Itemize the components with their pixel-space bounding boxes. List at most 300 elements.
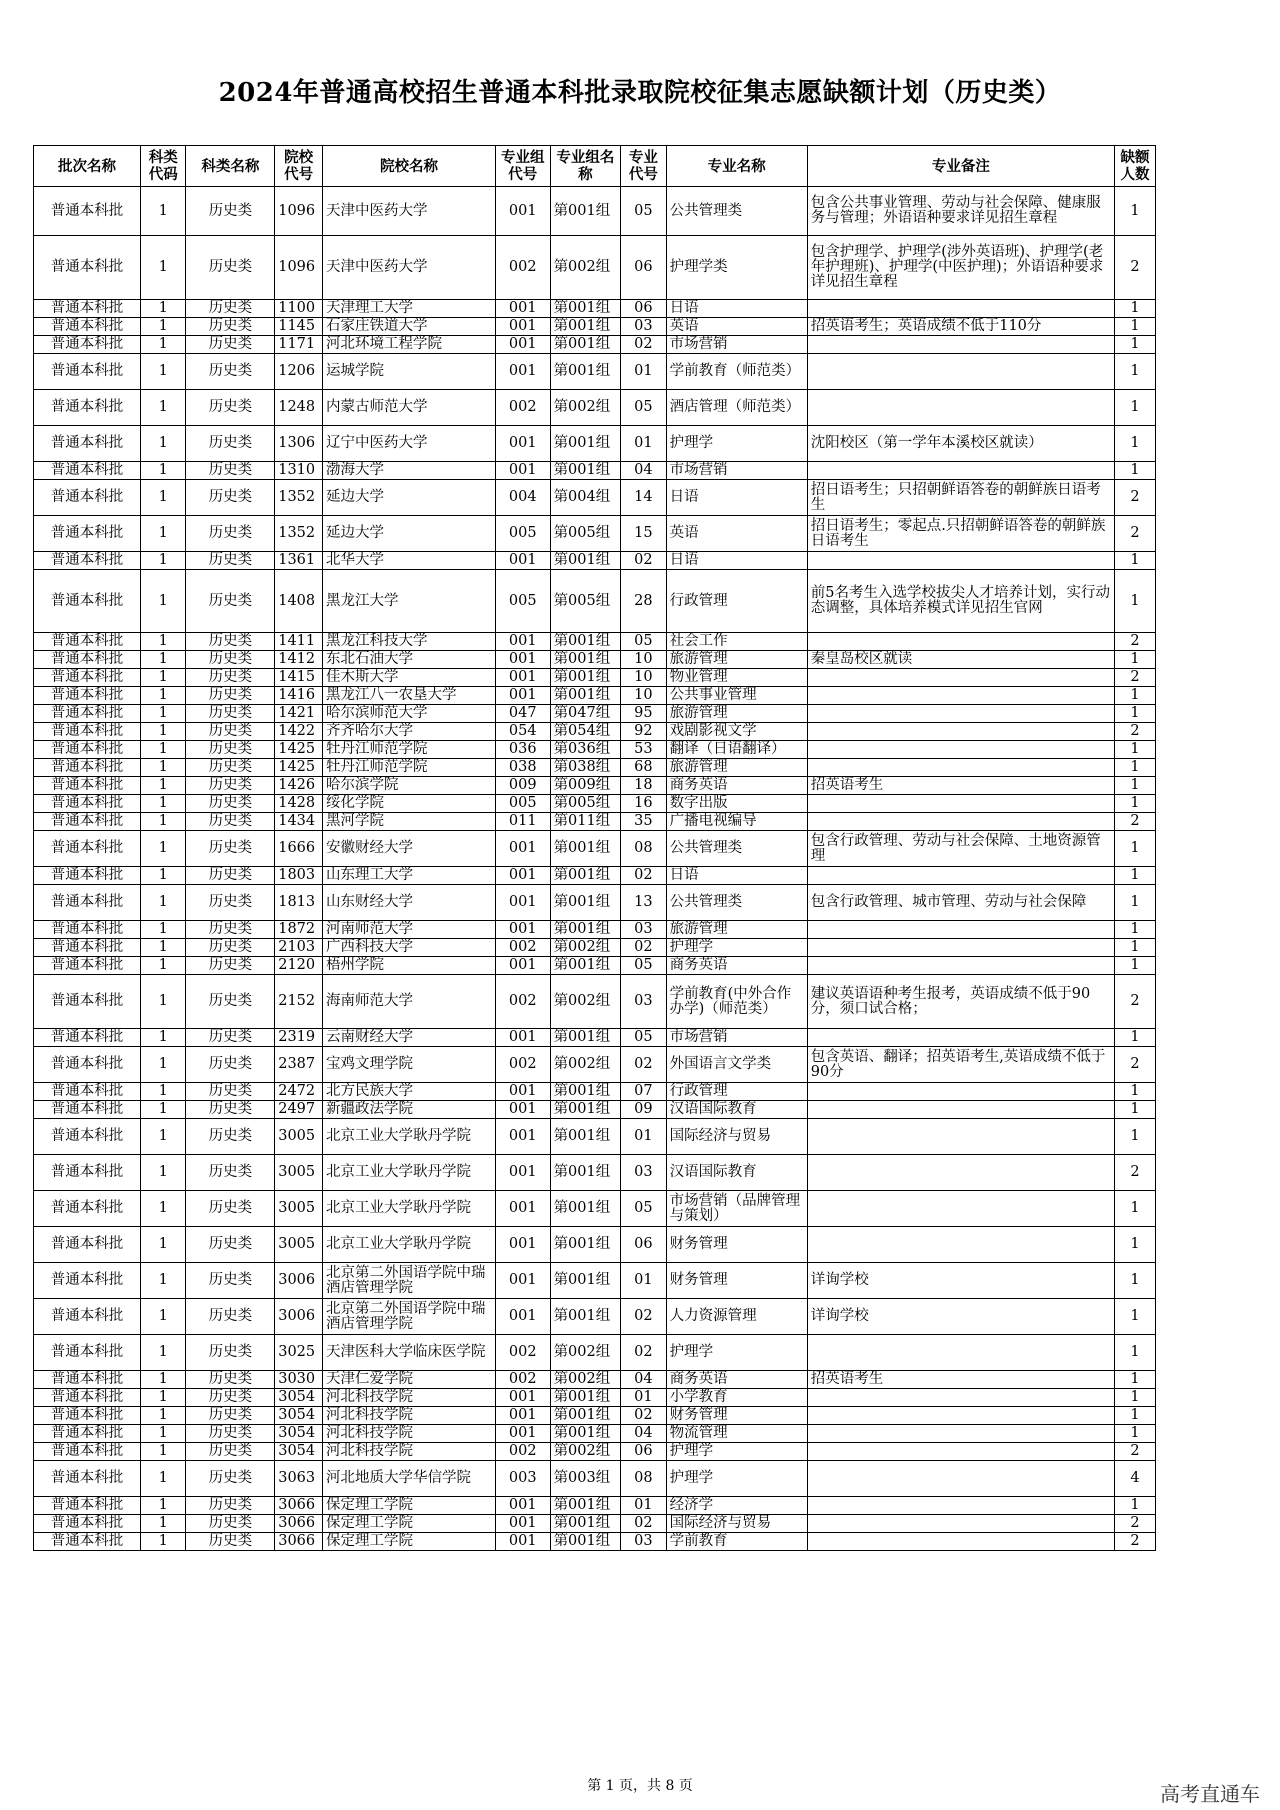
table-cell: 普通本科批 (34, 975, 141, 1029)
table-row (34, 1155, 1156, 1191)
table-row (34, 1083, 1156, 1101)
table-cell: 佳木斯大学 (323, 669, 496, 687)
table-cell: 2387 (275, 1047, 323, 1083)
column-header: 科类代码 (140, 146, 186, 187)
table-cell: 1352 (275, 516, 323, 552)
table-cell: 06 (621, 300, 667, 318)
table-cell: 1 (1114, 426, 1155, 462)
table-cell: 02 (621, 1515, 667, 1533)
table-cell: 1 (140, 1083, 186, 1101)
table-cell: 财务管理 (666, 1227, 807, 1263)
table-cell: 普通本科批 (34, 1047, 141, 1083)
table-cell (807, 1407, 1114, 1425)
table-cell: 保定理工学院 (323, 1533, 496, 1551)
table-cell: 历史类 (186, 795, 275, 813)
page-footer: 第 1 页，共 8 页 (587, 1778, 693, 1794)
table-cell: 1 (140, 777, 186, 795)
table-cell: 市场营销 (666, 336, 807, 354)
table-cell: 普通本科批 (34, 1533, 141, 1551)
table-cell: 历史类 (186, 723, 275, 741)
table-row (34, 318, 1156, 336)
column-header: 院校代号 (275, 146, 323, 187)
table-cell: 02 (621, 939, 667, 957)
table-cell: 河北地质大学华信学院 (323, 1461, 496, 1497)
table-row (34, 390, 1156, 426)
table-cell (807, 300, 1114, 318)
table-cell (807, 723, 1114, 741)
table-cell: 招日语考生；零起点.只招朝鲜语答卷的朝鲜族日语考生 (807, 516, 1114, 552)
table-cell: 28 (621, 570, 667, 633)
table-cell: 02 (621, 336, 667, 354)
table-cell: 03 (621, 1533, 667, 1551)
table-cell: 1 (1114, 1497, 1155, 1515)
table-cell: 第011组 (550, 813, 621, 831)
table-cell: 历史类 (186, 1227, 275, 1263)
table-cell: 1 (140, 1335, 186, 1371)
table-cell: 05 (621, 1191, 667, 1227)
table-row (34, 1497, 1156, 1515)
table-cell: 英语 (666, 516, 807, 552)
table-cell: 1 (140, 723, 186, 741)
table-cell: 经济学 (666, 1497, 807, 1515)
table-cell: 包含英语、翻译；招英语考生,英语成绩不低于90分 (807, 1047, 1114, 1083)
table-cell: 1428 (275, 795, 323, 813)
table-cell: 第004组 (550, 480, 621, 516)
table-cell: 历史类 (186, 516, 275, 552)
table-cell: 1096 (275, 187, 323, 236)
table-cell: 历史类 (186, 426, 275, 462)
table-cell: 第001组 (550, 1407, 621, 1425)
table-row (34, 426, 1156, 462)
table-cell: 02 (621, 1407, 667, 1425)
table-cell: 06 (621, 1227, 667, 1263)
table-cell: 普通本科批 (34, 705, 141, 723)
table-row (34, 236, 1156, 300)
table-cell: 001 (495, 1533, 550, 1551)
table-cell: 历史类 (186, 318, 275, 336)
table-cell: 3063 (275, 1461, 323, 1497)
table-cell: 包含行政管理、劳动与社会保障、土地资源管理 (807, 831, 1114, 867)
table-cell: 普通本科批 (34, 1371, 141, 1389)
table-cell: 1813 (275, 885, 323, 921)
table-cell (807, 795, 1114, 813)
table-cell: 招英语考生；英语成绩不低于110分 (807, 318, 1114, 336)
table-cell: 历史类 (186, 1461, 275, 1497)
table-cell: 001 (495, 633, 550, 651)
table-cell: 3005 (275, 1227, 323, 1263)
table-cell: 03 (621, 318, 667, 336)
table-cell: 第001组 (550, 1083, 621, 1101)
table-cell: 001 (495, 300, 550, 318)
table-cell: 14 (621, 480, 667, 516)
table-cell: 002 (495, 1371, 550, 1389)
table-cell: 石家庄铁道大学 (323, 318, 496, 336)
table-cell: 01 (621, 354, 667, 390)
table-cell: 普通本科批 (34, 552, 141, 570)
table-cell: 001 (495, 318, 550, 336)
table-cell: 002 (495, 236, 550, 300)
table-cell: 历史类 (186, 1119, 275, 1155)
table-cell: 历史类 (186, 867, 275, 885)
table-cell: 第001组 (550, 1227, 621, 1263)
table-cell: 旅游管理 (666, 651, 807, 669)
table-cell: 001 (495, 1497, 550, 1515)
table-cell: 1415 (275, 669, 323, 687)
table-row (34, 1299, 1156, 1335)
table-cell: 历史类 (186, 813, 275, 831)
table-cell: 第001组 (550, 831, 621, 867)
table-cell: 历史类 (186, 462, 275, 480)
table-cell: 第001组 (550, 354, 621, 390)
table-cell: 005 (495, 570, 550, 633)
table-cell (807, 354, 1114, 390)
table-cell: 普通本科批 (34, 723, 141, 741)
table-cell: 商务英语 (666, 957, 807, 975)
table-cell: 普通本科批 (34, 1083, 141, 1101)
table-cell: 003 (495, 1461, 550, 1497)
table-cell: 1 (140, 570, 186, 633)
table-cell: 02 (621, 552, 667, 570)
table-cell: 第002组 (550, 1047, 621, 1083)
table-cell: 1 (140, 1515, 186, 1533)
table-row (34, 1443, 1156, 1461)
table-cell: 3005 (275, 1155, 323, 1191)
table-row (34, 1191, 1156, 1227)
table-cell: 普通本科批 (34, 354, 141, 390)
table-cell: 1 (1114, 1371, 1155, 1389)
table-cell: 1 (140, 318, 186, 336)
table-cell: 1 (1114, 1335, 1155, 1371)
table-cell: 1306 (275, 426, 323, 462)
table-cell: 1 (1114, 1263, 1155, 1299)
table-cell: 02 (621, 867, 667, 885)
table-cell: 梧州学院 (323, 957, 496, 975)
table-cell: 历史类 (186, 552, 275, 570)
table-row (34, 687, 1156, 705)
table-cell: 第001组 (550, 669, 621, 687)
table-cell: 建议英语语种考生报考，英语成绩不低于90分，须口试合格； (807, 975, 1114, 1029)
table-cell: 1 (1114, 462, 1155, 480)
table-cell: 10 (621, 669, 667, 687)
table-cell: 1426 (275, 777, 323, 795)
table-cell (807, 1119, 1114, 1155)
table-cell: 15 (621, 516, 667, 552)
table-cell: 英语 (666, 318, 807, 336)
table-cell: 河北科技学院 (323, 1407, 496, 1425)
table-cell: 历史类 (186, 975, 275, 1029)
table-cell: 1 (1114, 1101, 1155, 1119)
table-row (34, 1461, 1156, 1497)
table-cell: 002 (495, 1047, 550, 1083)
table-cell: 黑龙江科技大学 (323, 633, 496, 651)
table-cell (807, 939, 1114, 957)
table-cell: 第001组 (550, 867, 621, 885)
table-cell: 北京工业大学耿丹学院 (323, 1119, 496, 1155)
table-cell: 1 (140, 552, 186, 570)
table-cell: 公共管理类 (666, 831, 807, 867)
table-cell: 01 (621, 1119, 667, 1155)
table-cell: 1 (140, 1443, 186, 1461)
table-cell: 普通本科批 (34, 1227, 141, 1263)
table-cell: 001 (495, 462, 550, 480)
table-cell: 001 (495, 1029, 550, 1047)
table-cell: 1872 (275, 921, 323, 939)
table-cell: 047 (495, 705, 550, 723)
table-row (34, 336, 1156, 354)
table-cell: 国际经济与贸易 (666, 1515, 807, 1533)
table-cell: 1425 (275, 759, 323, 777)
table-cell: 005 (495, 516, 550, 552)
table-cell: 北京第二外国语学院中瑞酒店管理学院 (323, 1299, 496, 1335)
table-cell: 旅游管理 (666, 759, 807, 777)
table-cell: 护理学类 (666, 236, 807, 300)
table-cell: 001 (495, 1119, 550, 1155)
table-cell: 酒店管理（师范类） (666, 390, 807, 426)
table-cell: 3066 (275, 1533, 323, 1551)
table-cell: 普通本科批 (34, 236, 141, 300)
table-cell: 1 (140, 921, 186, 939)
table-cell: 18 (621, 777, 667, 795)
table-cell: 物业管理 (666, 669, 807, 687)
table-cell: 2 (1114, 1047, 1155, 1083)
table-cell (807, 633, 1114, 651)
table-cell (807, 867, 1114, 885)
table-cell: 1171 (275, 336, 323, 354)
table-cell: 哈尔滨学院 (323, 777, 496, 795)
table-cell: 第054组 (550, 723, 621, 741)
table-cell: 山东理工大学 (323, 867, 496, 885)
table-cell: 包含行政管理、城市管理、劳动与社会保障 (807, 885, 1114, 921)
page-title: 2024年普通高校招生普通本科批录取院校征集志愿缺额计划（历史类） (218, 78, 1062, 108)
table-cell (807, 687, 1114, 705)
table-cell: 1361 (275, 552, 323, 570)
table-cell: 2120 (275, 957, 323, 975)
table-cell: 第038组 (550, 759, 621, 777)
table-cell: 普通本科批 (34, 1191, 141, 1227)
table-cell: 1 (1114, 921, 1155, 939)
table-cell: 009 (495, 777, 550, 795)
table-cell: 公共管理类 (666, 885, 807, 921)
table-cell: 历史类 (186, 759, 275, 777)
enrollment-table (33, 145, 1156, 1551)
table-row (34, 885, 1156, 921)
table-row (34, 1029, 1156, 1047)
table-cell: 牡丹江师范学院 (323, 741, 496, 759)
table-cell: 01 (621, 1497, 667, 1515)
table-cell: 2 (1114, 813, 1155, 831)
table-cell: 第001组 (550, 633, 621, 651)
table-cell: 普通本科批 (34, 426, 141, 462)
table-cell: 历史类 (186, 741, 275, 759)
column-header: 专业组名称 (550, 146, 621, 187)
table-cell: 普通本科批 (34, 1443, 141, 1461)
table-row (34, 552, 1156, 570)
table-cell: 第003组 (550, 1461, 621, 1497)
table-cell: 市场营销 (666, 462, 807, 480)
table-cell: 1 (140, 1101, 186, 1119)
table-cell: 06 (621, 1443, 667, 1461)
table-cell: 2 (1114, 1515, 1155, 1533)
table-cell: 河北环境工程学院 (323, 336, 496, 354)
table-cell: 1 (140, 1497, 186, 1515)
table-cell: 第001组 (550, 1191, 621, 1227)
table-cell: 1416 (275, 687, 323, 705)
table-cell: 普通本科批 (34, 1497, 141, 1515)
table-cell: 日语 (666, 480, 807, 516)
table-cell: 第001组 (550, 651, 621, 669)
table-cell: 3054 (275, 1425, 323, 1443)
table-cell: 1412 (275, 651, 323, 669)
table-cell: 1 (1114, 318, 1155, 336)
table-cell: 2 (1114, 669, 1155, 687)
table-cell: 详询学校 (807, 1263, 1114, 1299)
table-cell: 历史类 (186, 187, 275, 236)
table-cell: 历史类 (186, 1101, 275, 1119)
table-cell: 001 (495, 1515, 550, 1533)
table-cell: 08 (621, 831, 667, 867)
table-cell: 1 (140, 633, 186, 651)
table-cell: 35 (621, 813, 667, 831)
table-cell: 历史类 (186, 336, 275, 354)
table-cell: 2 (1114, 723, 1155, 741)
table-cell: 普通本科批 (34, 570, 141, 633)
table-cell: 001 (495, 1191, 550, 1227)
table-cell: 1 (140, 975, 186, 1029)
table-cell: 日语 (666, 867, 807, 885)
table-cell: 旅游管理 (666, 921, 807, 939)
table-cell: 1 (140, 1047, 186, 1083)
table-cell: 3066 (275, 1497, 323, 1515)
table-cell: 第002组 (550, 1443, 621, 1461)
table-cell: 历史类 (186, 300, 275, 318)
table-cell (807, 1083, 1114, 1101)
table-cell: 06 (621, 236, 667, 300)
table-cell: 历史类 (186, 885, 275, 921)
table-cell: 北京工业大学耿丹学院 (323, 1155, 496, 1191)
table-cell: 历史类 (186, 957, 275, 975)
table-cell: 第001组 (550, 885, 621, 921)
column-header: 科类名称 (186, 146, 275, 187)
table-cell: 牡丹江师范学院 (323, 759, 496, 777)
table-cell: 95 (621, 705, 667, 723)
table-cell: 历史类 (186, 1335, 275, 1371)
table-cell: 普通本科批 (34, 633, 141, 651)
table-cell: 1145 (275, 318, 323, 336)
table-row (34, 1389, 1156, 1407)
table-cell: 绥化学院 (323, 795, 496, 813)
table-cell: 第009组 (550, 777, 621, 795)
table-cell: 3005 (275, 1119, 323, 1155)
table-cell: 1422 (275, 723, 323, 741)
table-cell: 2103 (275, 939, 323, 957)
table-row (34, 867, 1156, 885)
table-cell: 普通本科批 (34, 1155, 141, 1191)
table-cell: 历史类 (186, 1515, 275, 1533)
table-cell: 第001组 (550, 1029, 621, 1047)
table-cell: 92 (621, 723, 667, 741)
table-cell: 渤海大学 (323, 462, 496, 480)
table-cell (807, 921, 1114, 939)
table-cell: 1 (140, 651, 186, 669)
table-cell: 普通本科批 (34, 867, 141, 885)
table-row (34, 705, 1156, 723)
table-cell: 历史类 (186, 687, 275, 705)
table-cell: 普通本科批 (34, 741, 141, 759)
table-cell (807, 705, 1114, 723)
table-cell: 05 (621, 390, 667, 426)
table-cell: 07 (621, 1083, 667, 1101)
table-cell: 1 (1114, 1191, 1155, 1227)
table-cell: 2472 (275, 1083, 323, 1101)
table-cell: 黑河学院 (323, 813, 496, 831)
table-cell: 历史类 (186, 1425, 275, 1443)
table-cell: 2 (1114, 633, 1155, 651)
table-cell: 旅游管理 (666, 705, 807, 723)
table-cell (807, 1227, 1114, 1263)
table-cell: 历史类 (186, 1389, 275, 1407)
table-cell: 天津医科大学临床医学院 (323, 1335, 496, 1371)
table-cell (807, 1335, 1114, 1371)
table-cell: 历史类 (186, 921, 275, 939)
table-cell: 普通本科批 (34, 777, 141, 795)
table-cell: 第002组 (550, 1371, 621, 1389)
table-cell: 普通本科批 (34, 1389, 141, 1407)
table-cell: 13 (621, 885, 667, 921)
table-cell: 普通本科批 (34, 813, 141, 831)
table-cell: 历史类 (186, 236, 275, 300)
table-cell: 普通本科批 (34, 318, 141, 336)
table-cell: 1803 (275, 867, 323, 885)
table-cell: 历史类 (186, 354, 275, 390)
table-cell (807, 1191, 1114, 1227)
table-cell: 1 (1114, 1389, 1155, 1407)
table-cell: 黑龙江八一农垦大学 (323, 687, 496, 705)
table-row (34, 1335, 1156, 1371)
table-cell: 财务管理 (666, 1407, 807, 1425)
table-cell: 1 (1114, 687, 1155, 705)
table-cell: 001 (495, 1299, 550, 1335)
table-cell: 1 (140, 390, 186, 426)
table-row (34, 187, 1156, 236)
table-cell: 保定理工学院 (323, 1497, 496, 1515)
table-cell: 第001组 (550, 336, 621, 354)
table-cell: 1096 (275, 236, 323, 300)
table-cell: 3054 (275, 1443, 323, 1461)
table-cell: 1 (140, 759, 186, 777)
table-cell: 普通本科批 (34, 336, 141, 354)
table-cell: 1 (1114, 570, 1155, 633)
table-cell: 东北石油大学 (323, 651, 496, 669)
table-cell: 002 (495, 939, 550, 957)
table-cell: 行政管理 (666, 570, 807, 633)
table-cell: 2 (1114, 975, 1155, 1029)
table-cell: 054 (495, 723, 550, 741)
table-cell: 招英语考生 (807, 1371, 1114, 1389)
table-cell: 1 (1114, 867, 1155, 885)
table-cell: 1 (1114, 831, 1155, 867)
table-cell: 05 (621, 633, 667, 651)
table-row (34, 795, 1156, 813)
table-cell: 1 (1114, 390, 1155, 426)
table-cell: 1 (140, 336, 186, 354)
table-row (34, 1425, 1156, 1443)
table-cell: 历史类 (186, 1047, 275, 1083)
table-cell: 社会工作 (666, 633, 807, 651)
table-cell: 普通本科批 (34, 1299, 141, 1335)
table-cell: 历史类 (186, 651, 275, 669)
table-cell: 4 (1114, 1461, 1155, 1497)
table-row (34, 1533, 1156, 1551)
